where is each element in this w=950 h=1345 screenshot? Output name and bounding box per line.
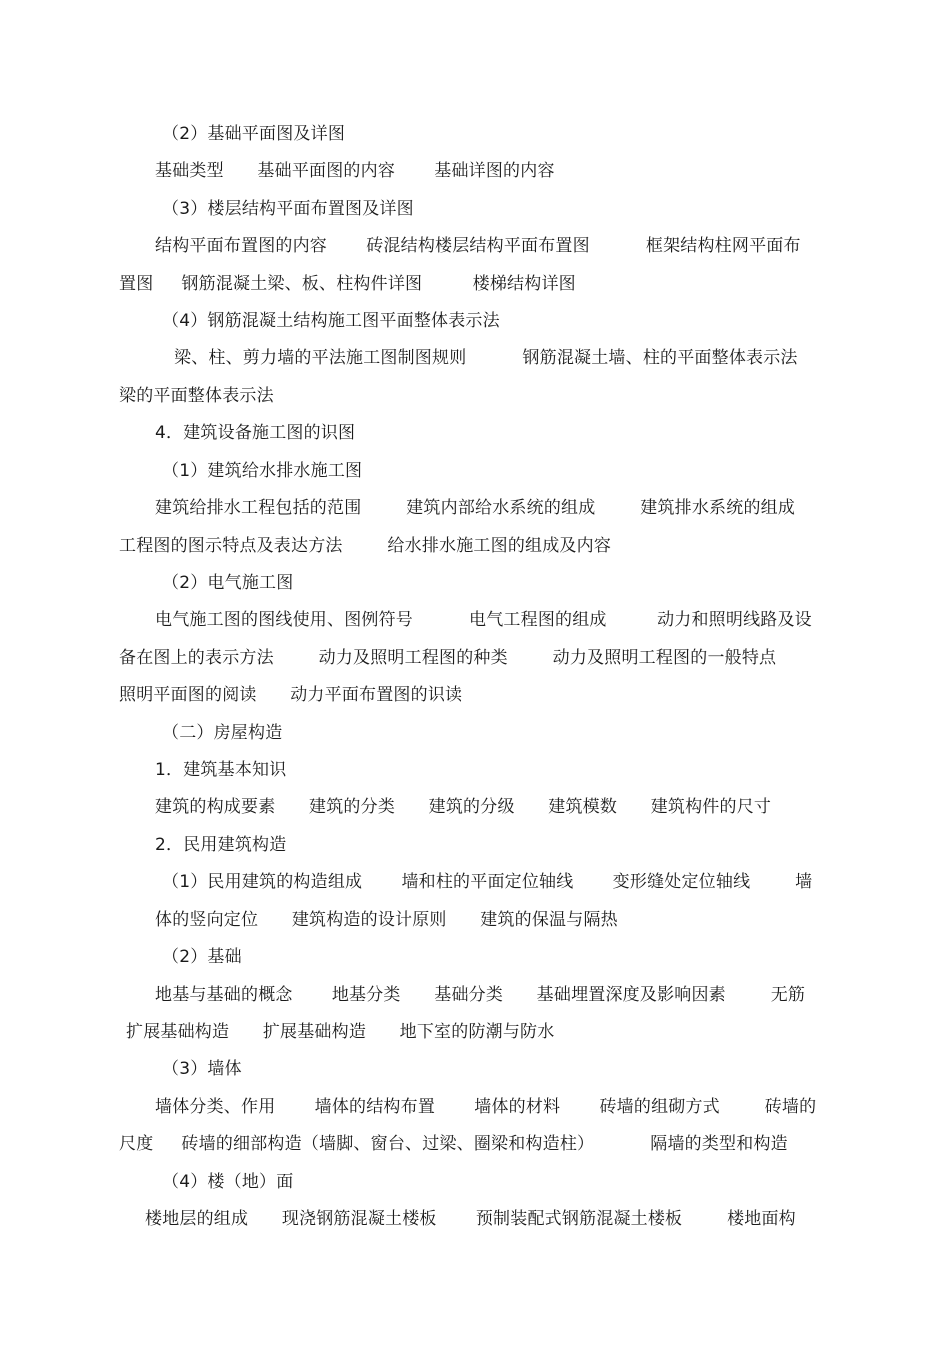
heading-foundation: （2）基础 bbox=[162, 947, 242, 967]
text-line: 尺度 砖墙的细部构造（墙脚、窗台、过梁、圈梁和构造柱） 隔墙的类型和构造 bbox=[119, 1134, 788, 1154]
heading-floor: （4）楼（地）面 bbox=[162, 1172, 294, 1192]
heading-basic-knowledge: 1．建筑基本知识 bbox=[155, 760, 287, 780]
text-line: 电气施工图的图线使用、图例符号 电气工程图的组成 动力和照明线路及设 bbox=[155, 610, 812, 630]
text-line: 结构平面布置图的内容 砖混结构楼层结构平面布置图 框架结构柱网平面布 bbox=[155, 236, 801, 256]
text-line: 建筑给排水工程包括的范围 建筑内部给水系统的组成 建筑排水系统的组成 bbox=[155, 498, 796, 518]
text-line: 梁、柱、剪力墙的平法施工图制图规则 钢筋混凝土墙、柱的平面整体表示法 bbox=[174, 348, 798, 368]
text-line: 照明平面图的阅读 动力平面布置图的识读 bbox=[119, 685, 463, 705]
text-line: 楼地层的组成 现浇钢筋混凝土楼板 预制装配式钢筋混凝土楼板 楼地面构 bbox=[145, 1209, 796, 1229]
heading-floor-structure: （3）楼层结构平面布置图及详图 bbox=[162, 199, 414, 219]
text-line: 置图 钢筋混凝土梁、板、柱构件详图 楼梯结构详图 bbox=[119, 274, 576, 294]
text-line: 地基与基础的概念 地基分类 基础分类 基础埋置深度及影响因素 无筋 bbox=[155, 985, 806, 1005]
text-line: 工程图的图示特点及表达方法 给水排水施工图的组成及内容 bbox=[119, 536, 612, 556]
heading-electrical: （2）电气施工图 bbox=[162, 573, 294, 593]
text-line: 扩展基础构造 扩展基础构造 地下室的防潮与防水 bbox=[126, 1022, 555, 1042]
text-line: 墙体分类、作用 墙体的结构布置 墙体的材料 砖墙的组砌方式 砖墙的 bbox=[155, 1097, 817, 1117]
heading-plumbing: （1）建筑给水排水施工图 bbox=[162, 461, 363, 481]
text-line: 梁的平面整体表示法 bbox=[119, 386, 274, 406]
text-line: 体的竖向定位 建筑构造的设计原则 建筑的保温与隔热 bbox=[155, 910, 618, 930]
heading-building-construction: （二）房屋构造 bbox=[162, 723, 283, 743]
heading-civil-construction: 2．民用建筑构造 bbox=[155, 835, 287, 855]
heading-wall: （3）墙体 bbox=[162, 1059, 242, 1079]
heading-foundation-plan: （2）基础平面图及详图 bbox=[162, 124, 346, 144]
heading-equipment-drawings: 4．建筑设备施工图的识图 bbox=[155, 423, 356, 443]
text-line: 备在图上的表示方法 动力及照明工程图的种类 动力及照明工程图的一般特点 bbox=[119, 648, 777, 668]
text-line: （1）民用建筑的构造组成 墙和柱的平面定位轴线 变形缝处定位轴线 墙 bbox=[162, 872, 813, 892]
text-line: 基础类型 基础平面图的内容 基础详图的内容 bbox=[155, 161, 555, 181]
heading-rc-notation: （4）钢筋混凝土结构施工图平面整体表示法 bbox=[162, 311, 500, 331]
text-line: 建筑的构成要素 建筑的分类 建筑的分级 建筑模数 建筑构件的尺寸 bbox=[155, 797, 772, 817]
